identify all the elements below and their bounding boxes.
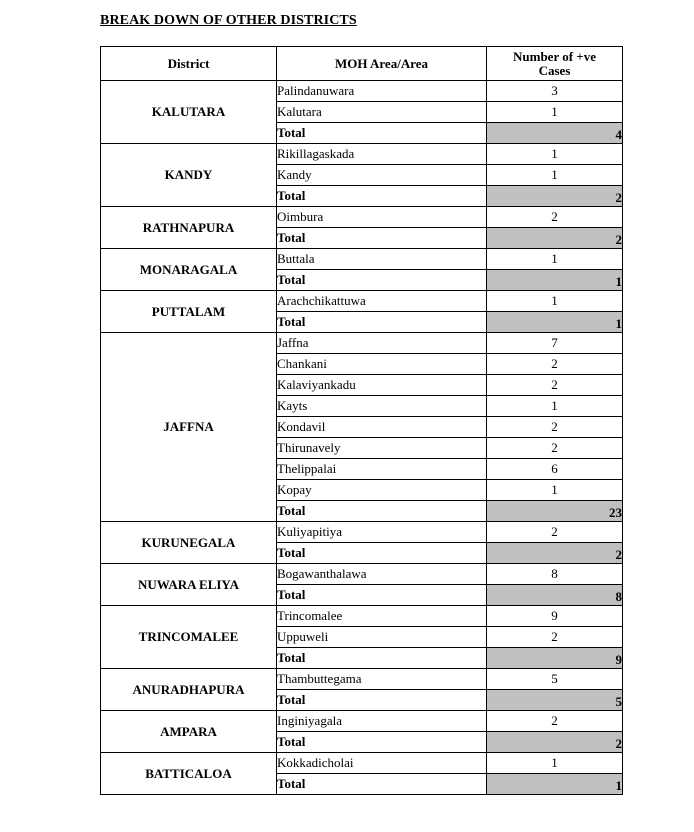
total-label: Total — [277, 774, 487, 795]
moh-area-name: Kopay — [277, 480, 487, 501]
moh-area-name: Jaffna — [277, 333, 487, 354]
moh-area-name: Uppuweli — [277, 627, 487, 648]
moh-area-name: Kondavil — [277, 417, 487, 438]
case-count: 2 — [487, 375, 623, 396]
total-count: 2 — [487, 186, 623, 207]
total-count: 5 — [487, 690, 623, 711]
case-count: 2 — [487, 711, 623, 732]
total-count: 4 — [487, 123, 623, 144]
case-count: 9 — [487, 606, 623, 627]
district-name: JAFFNA — [101, 333, 277, 522]
case-count: 2 — [487, 354, 623, 375]
case-count: 1 — [487, 249, 623, 270]
moh-area-name: Thirunavely — [277, 438, 487, 459]
case-count: 1 — [487, 144, 623, 165]
moh-area-name: Bogawanthalawa — [277, 564, 487, 585]
moh-area-name: Inginiyagala — [277, 711, 487, 732]
case-count: 1 — [487, 480, 623, 501]
total-count: 23 — [487, 501, 623, 522]
district-name: KANDY — [101, 144, 277, 207]
case-count: 7 — [487, 333, 623, 354]
total-label: Total — [277, 312, 487, 333]
table-row — [101, 333, 623, 354]
moh-area-name: Buttala — [277, 249, 487, 270]
total-count: 2 — [487, 732, 623, 753]
district-name: PUTTALAM — [101, 291, 277, 333]
case-count: 2 — [487, 417, 623, 438]
district-name: RATHNAPURA — [101, 207, 277, 249]
district-name: KALUTARA — [101, 81, 277, 144]
total-label: Total — [277, 186, 487, 207]
total-count: 1 — [487, 774, 623, 795]
table-header — [101, 47, 623, 81]
table-row — [101, 81, 623, 102]
moh-area-name: Rikillagaskada — [277, 144, 487, 165]
moh-area-name: Kalaviyankadu — [277, 375, 487, 396]
header-moh-area: MOH Area/Area — [277, 47, 487, 81]
table-row — [101, 144, 623, 165]
total-label: Total — [277, 543, 487, 564]
total-label: Total — [277, 228, 487, 249]
moh-area-name: Kandy — [277, 165, 487, 186]
case-count: 2 — [487, 438, 623, 459]
table-row — [101, 669, 623, 690]
header-district: District — [101, 47, 277, 81]
table-row — [101, 753, 623, 774]
case-count: 1 — [487, 102, 623, 123]
district-breakdown-table — [100, 46, 623, 795]
total-count: 8 — [487, 585, 623, 606]
case-count: 5 — [487, 669, 623, 690]
total-label: Total — [277, 501, 487, 522]
moh-area-name: Chankani — [277, 354, 487, 375]
table-row — [101, 291, 623, 312]
case-count: 1 — [487, 165, 623, 186]
case-count: 1 — [487, 753, 623, 774]
case-count: 2 — [487, 207, 623, 228]
total-count: 2 — [487, 543, 623, 564]
district-name: KURUNEGALA — [101, 522, 277, 564]
moh-area-name: Thelippalai — [277, 459, 487, 480]
district-name: BATTICALOA — [101, 753, 277, 795]
moh-area-name: Thambuttegama — [277, 669, 487, 690]
case-count: 2 — [487, 627, 623, 648]
moh-area-name: Trincomalee — [277, 606, 487, 627]
total-count: 9 — [487, 648, 623, 669]
table-row — [101, 522, 623, 543]
total-label: Total — [277, 732, 487, 753]
moh-area-name: Palindanuwara — [277, 81, 487, 102]
total-count: 2 — [487, 228, 623, 249]
total-count: 1 — [487, 270, 623, 291]
moh-area-name: Oimbura — [277, 207, 487, 228]
case-count: 1 — [487, 291, 623, 312]
district-name: ANURADHAPURA — [101, 669, 277, 711]
table-row — [101, 711, 623, 732]
case-count: 2 — [487, 522, 623, 543]
table-row — [101, 564, 623, 585]
table-row — [101, 207, 623, 228]
moh-area-name: Kalutara — [277, 102, 487, 123]
moh-area-name: Kokkadicholai — [277, 753, 487, 774]
total-label: Total — [277, 690, 487, 711]
table-body — [101, 81, 623, 795]
district-name: NUWARA ELIYA — [101, 564, 277, 606]
total-label: Total — [277, 123, 487, 144]
total-count: 1 — [487, 312, 623, 333]
moh-area-name: Arachchikattuwa — [277, 291, 487, 312]
header-positive-cases: Number of +ve Cases — [487, 47, 623, 81]
moh-area-name: Kuliyapitiya — [277, 522, 487, 543]
total-label: Total — [277, 585, 487, 606]
total-label: Total — [277, 648, 487, 669]
table-row — [101, 606, 623, 627]
case-count: 8 — [487, 564, 623, 585]
table-row — [101, 249, 623, 270]
case-count: 1 — [487, 396, 623, 417]
total-label: Total — [277, 270, 487, 291]
district-name: TRINCOMALEE — [101, 606, 277, 669]
case-count: 6 — [487, 459, 623, 480]
district-name: MONARAGALA — [101, 249, 277, 291]
moh-area-name: Kayts — [277, 396, 487, 417]
district-name: AMPARA — [101, 711, 277, 753]
page-title: BREAK DOWN OF OTHER DISTRICTS — [100, 13, 357, 28]
case-count: 3 — [487, 81, 623, 102]
